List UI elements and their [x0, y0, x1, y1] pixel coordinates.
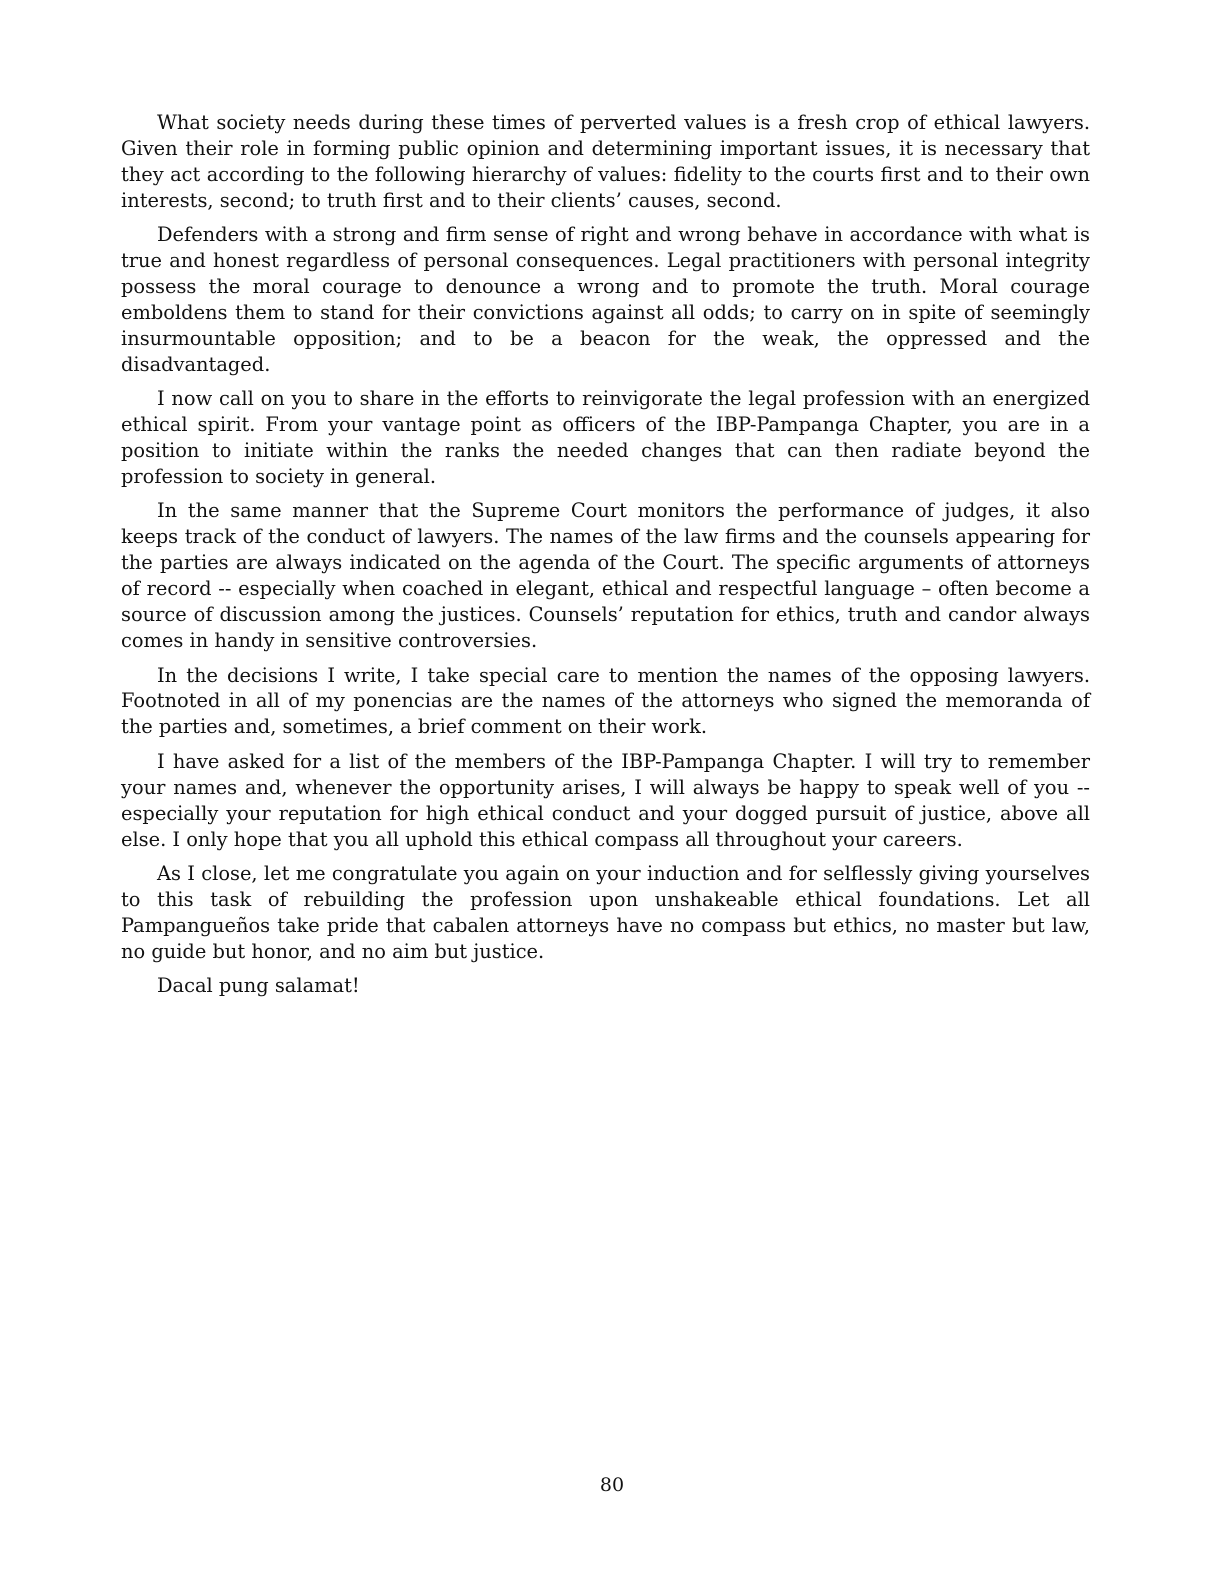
- paragraph-members-list: I have asked for a list of the members of the IBP-Pampanga Chapter. I will try to remember your names and, whenever the opportunity arises, I will always be happy to speak well of you -- especially your reputation for high ethical conduct and your dogged pursuit of justice, above all else. I only hope that you all uphold this ethical compass all throughout your careers.: [121, 749, 1090, 851]
- body-text: [121, 110, 1090, 1008]
- paragraph-ethical-lawyers: What society needs during these times of perverted values is a fresh crop of ethical lawyers. Given their role in forming public opinion and determining important issues, it is necessary that they act according to the following hierarchy of values: fidelity to the courts first and to their own interests, second; to truth first and to their clients’ causes, second.: [121, 111, 1090, 212]
- paragraph-moral-courage: Defenders with a strong and firm sense of right and wrong behave in accordance with what is true and honest regardless of personal consequences. Legal practitioners with personal integrity possess the moral courage to denounce a wrong and to promote the truth. Moral courage emboldens them to stand for their convictions against all odds; to carry on in spite of seemingly insurmountable opposition; and to be a beacon for the weak, the oppressed and the disadvantaged.: [121, 223, 1090, 376]
- paragraph-call-to-action: I now call on you to share in the efforts to reinvigorate the legal profession with an energized ethical spirit. From your vantage point as officers of the IBP-Pampanga Chapter, you are in a position to initiate within the ranks the needed changes that can then radiate beyond the profession to society in general.: [121, 387, 1090, 488]
- paragraph-decisions: In the decisions I write, I take special care to mention the names of the opposing lawyers. Footnoted in all of my ponencias are the names of the attorneys who signed the memoranda of the parties and, sometimes, a brief comment on their work.: [121, 663, 1090, 739]
- paragraph-closing: As I close, let me congratulate you again on your induction and for selflessly giving yourselves to this task of rebuilding the profession upon unshakeable ethical foundations. Let all Pampangueños take pride that cabalen attorneys have no compass but ethics, no master but law, no guide but honor, and no aim but justice.: [121, 862, 1090, 963]
- paragraph-thanks: Dacal pung salamat!: [157, 974, 360, 998]
- paragraph-supreme-court: In the same manner that the Supreme Court monitors the performance of judges, it also keeps track of the conduct of lawyers. The names of the law firms and the counsels appearing for the parties are always indicated on the agenda of the Court. The specific arguments of attorneys of record -- especially when coached in elegant, ethical and respectful language – often become a source of discussion among the justices. Counsels’ reputation for ethics, truth and candor always comes in handy in sensitive controversies.: [121, 499, 1090, 652]
- page-number: 80: [599, 1474, 625, 1496]
